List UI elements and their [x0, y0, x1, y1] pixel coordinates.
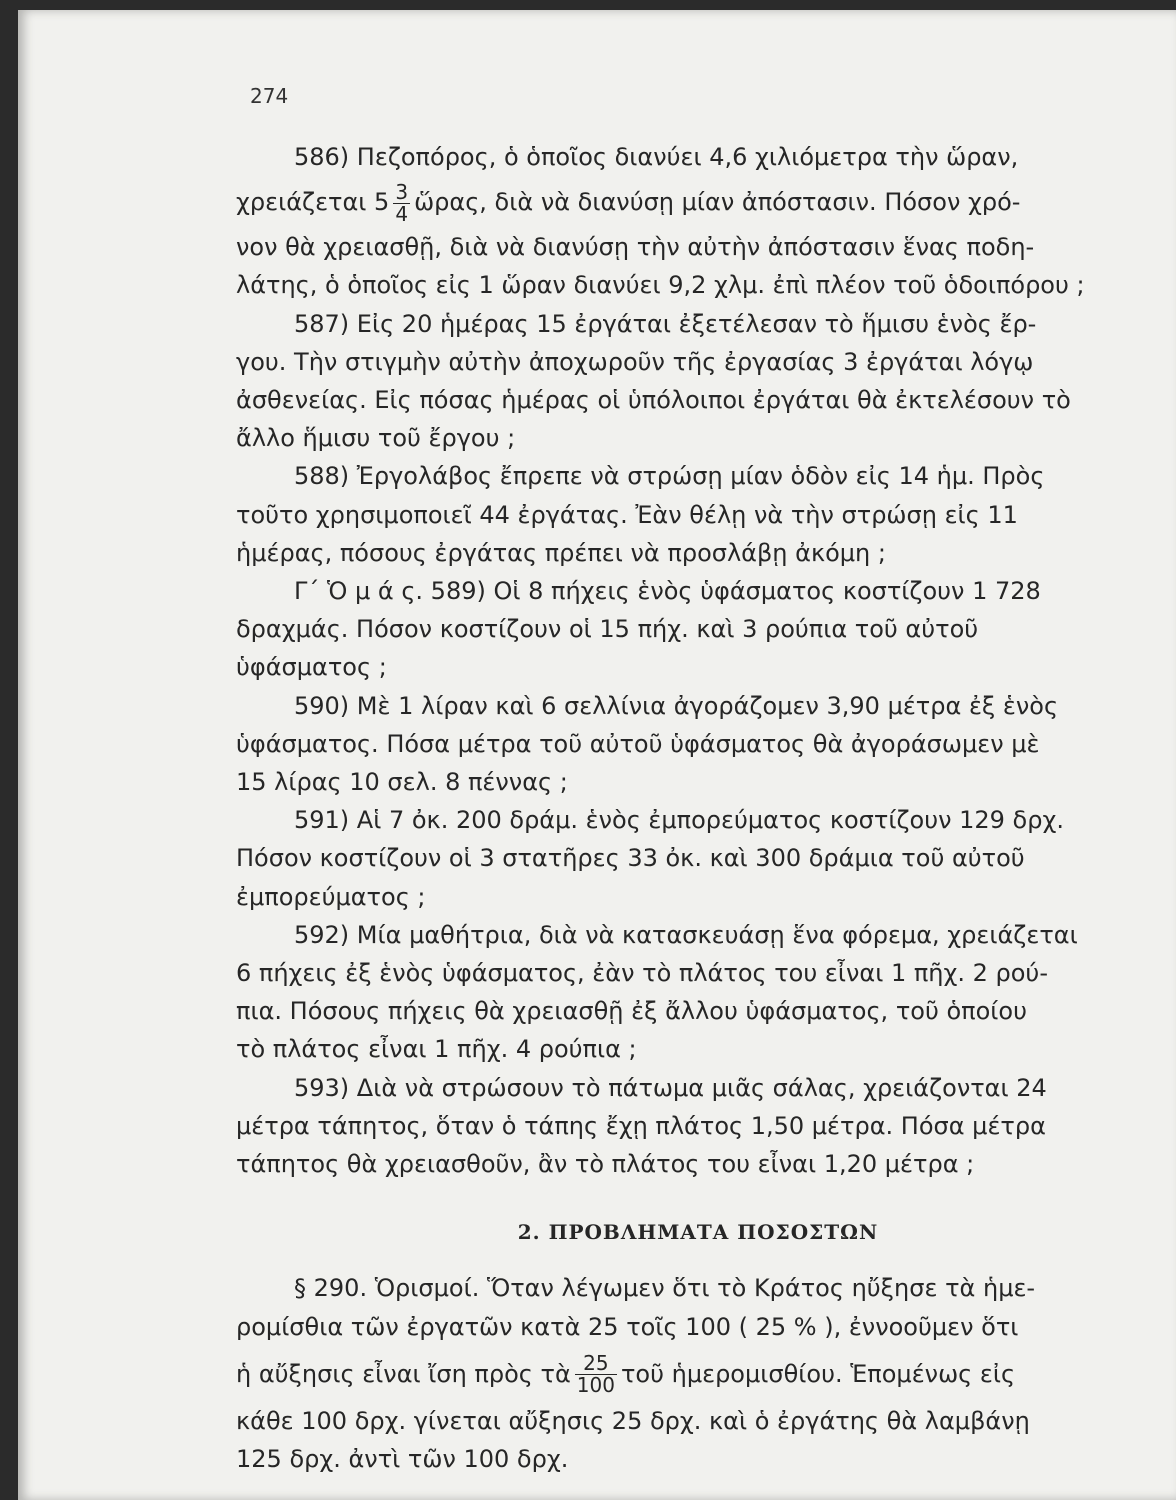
- text-line: τὸ πλάτος εἶναι 1 πῆχ. 4 ρούπια ;: [236, 1035, 637, 1064]
- section-290: [236, 1269, 1160, 1478]
- problem-592: [236, 916, 1160, 1069]
- problem-586: [236, 138, 1160, 305]
- problem-591: [236, 801, 1160, 916]
- text-line: ἐμπορεύματος ;: [236, 882, 426, 911]
- text-line: δραχμάς. Πόσον κοστίζουν οἱ 15 πήχ. καὶ 3 ρούπια τοῦ αὐτοῦ: [236, 615, 979, 644]
- fraction-denominator: 4: [395, 201, 409, 226]
- text-line: 588) Ἐργολάβος ἔπρεπε νὰ στρώσῃ μίαν ὁδὸν εἰς 14 ἡμ. Πρὸς: [294, 462, 1045, 491]
- text-line: 593) Διὰ νὰ στρώσουν τὸ πάτωμα μιᾶς σάλας, χρειάζονται 24: [294, 1073, 1047, 1102]
- text-line: Γ΄ Ὁ μ ά ς. 589) Οἱ 8 πήχεις ἑνὸς ὑφάσματος κοστίζουν 1 728: [294, 577, 1041, 606]
- text-line: 6 πήχεις ἐξ ἑνὸς ὑφάσματος, ἐὰν τὸ πλάτος του εἶναι 1 πῆχ. 2 ρού-: [236, 959, 1048, 988]
- text-line: ὑφάσματος. Πόσα μέτρα τοῦ αὐτοῦ ὑφάσματος θὰ ἀγοράσωμεν μὲ: [236, 729, 1040, 758]
- text-line: 591) Αἱ 7 ὀκ. 200 δράμ. ἑνὸς ἐμπορεύματος κοστίζουν 129 δρχ.: [294, 806, 1064, 835]
- fraction-numerator: 3: [395, 179, 409, 204]
- text-segment: ὥρας, διὰ νὰ διανύσῃ μίαν ἀπόστασιν. Πόσον χρό-: [414, 188, 1021, 217]
- text-line-with-fraction: [236, 176, 1160, 228]
- text-line: κάθε 100 δρχ. γίνεται αὔξησις 25 δρχ. καὶ ὁ ἐργάτης θὰ λαμβάνῃ: [236, 1406, 1030, 1435]
- section-title: 2. ΠΡΟΒΛΗΜΑΤΑ ΠΟΣΟΣΤΩΝ: [517, 1220, 879, 1245]
- text-line: λάτης, ὁ ὁποῖος εἰς 1 ὥραν διανύει 9,2 χλμ. ἐπὶ πλέον τοῦ ὁδοιπόρου ;: [236, 271, 1085, 300]
- text-line: πια. Πόσους πήχεις θὰ χρειασθῇ ἐξ ἄλλου ὑφάσματος, τοῦ ὁποίου: [236, 997, 1027, 1026]
- text-line: 587) Εἰς 20 ἡμέρας 15 ἐργάται ἐξετέλεσαν τὸ ἥμισυ ἑνὸς ἔρ-: [294, 309, 1037, 338]
- problem-588: [236, 457, 1160, 572]
- problem-589: [236, 572, 1160, 687]
- page-number: 274: [250, 84, 289, 108]
- fraction: [393, 179, 410, 226]
- text-line: τοῦτο χρησιμοποιεῖ 44 ἐργάτας. Ἐὰν θέλῃ νὰ τὴν στρώσῃ εἰς 11: [236, 500, 1018, 529]
- fraction-numerator: 25: [575, 1353, 617, 1375]
- problem-590: [236, 687, 1160, 802]
- text-segment: τοῦ ἡμερομισθίου. Ἑπομένως εἰς: [620, 1359, 1016, 1388]
- text-line: γου. Τὴν στιγμὴν αὐτὴν ἀποχωροῦν τῆς ἐργασίας 3 ἐργάται λόγῳ: [236, 347, 1034, 376]
- text-line: νον θὰ χρειασθῇ, διὰ νὰ διανύσῃ τὴν αὐτὴν ἀπόστασιν ἕνας ποδη-: [236, 233, 1035, 262]
- text-line: ὑφάσματος ;: [236, 653, 387, 682]
- problem-593: [236, 1069, 1160, 1184]
- text-line-with-fraction: [236, 1346, 1160, 1402]
- text-line: μέτρα τάπητος, ὅταν ὁ τάπης ἔχῃ πλάτος 1,50 μέτρα. Πόσα μέτρα: [236, 1111, 1046, 1140]
- problem-587: [236, 305, 1160, 458]
- text-line: 590) Μὲ 1 λίραν καὶ 6 σελλίνια ἀγοράζομεν 3,90 μέτρα ἐξ ἑνὸς: [294, 691, 1059, 720]
- text-line: 125 δρχ. ἀντὶ τῶν 100 δρχ.: [236, 1445, 569, 1474]
- text-line: § 290. Ὁρισμοί. Ὅταν λέγωμεν ὅτι τὸ Κράτος ηὔξησε τὰ ἡμε-: [294, 1274, 1036, 1303]
- text-line: τάπητος θὰ χρειασθοῦν, ἂν τὸ πλάτος του εἶναι 1,20 μέτρα ;: [236, 1150, 975, 1179]
- text-line: ἡμέρας, πόσους ἐργάτας πρέπει νὰ προσλάβῃ ἀκόμη ;: [236, 538, 886, 567]
- text-segment: ἡ αὔξησις εἶναι ἴση πρὸς τὰ: [236, 1359, 571, 1388]
- text-line: 586) Πεζοπόρος, ὁ ὁποῖος διανύει 4,6 χιλιόμετρα τὴν ὥραν,: [294, 143, 1019, 171]
- fraction: [575, 1353, 617, 1396]
- text-line: 592) Μία μαθήτρια, διὰ νὰ κατασκευάσῃ ἕνα φόρεμα, χρειάζεται: [294, 920, 1078, 949]
- text-line: 15 λίρας 10 σελ. 8 πέννας ;: [236, 768, 568, 797]
- text-line: ἀσθενείας. Εἰς πόσας ἡμέρας οἱ ὑπόλοιποι ἐργάται θὰ ἐκτελέσουν τὸ: [236, 386, 1071, 415]
- page-content: [236, 138, 1160, 1478]
- text-line: ρομίσθια τῶν ἐργατῶν κατὰ 25 τοῖς 100 ( 25 % ), ἐννοοῦμεν ὅτι: [236, 1312, 1019, 1341]
- book-page: [18, 10, 1176, 1500]
- text-segment: χρειάζεται 5: [236, 188, 390, 217]
- text-line: ἄλλο ἥμισυ τοῦ ἔργου ;: [236, 424, 516, 453]
- text-line: Πόσον κοστίζουν οἱ 3 στατῆρες 33 ὀκ. καὶ 300 δράμια τοῦ αὐτοῦ: [236, 844, 1025, 873]
- fraction-denominator: 100: [576, 1373, 615, 1398]
